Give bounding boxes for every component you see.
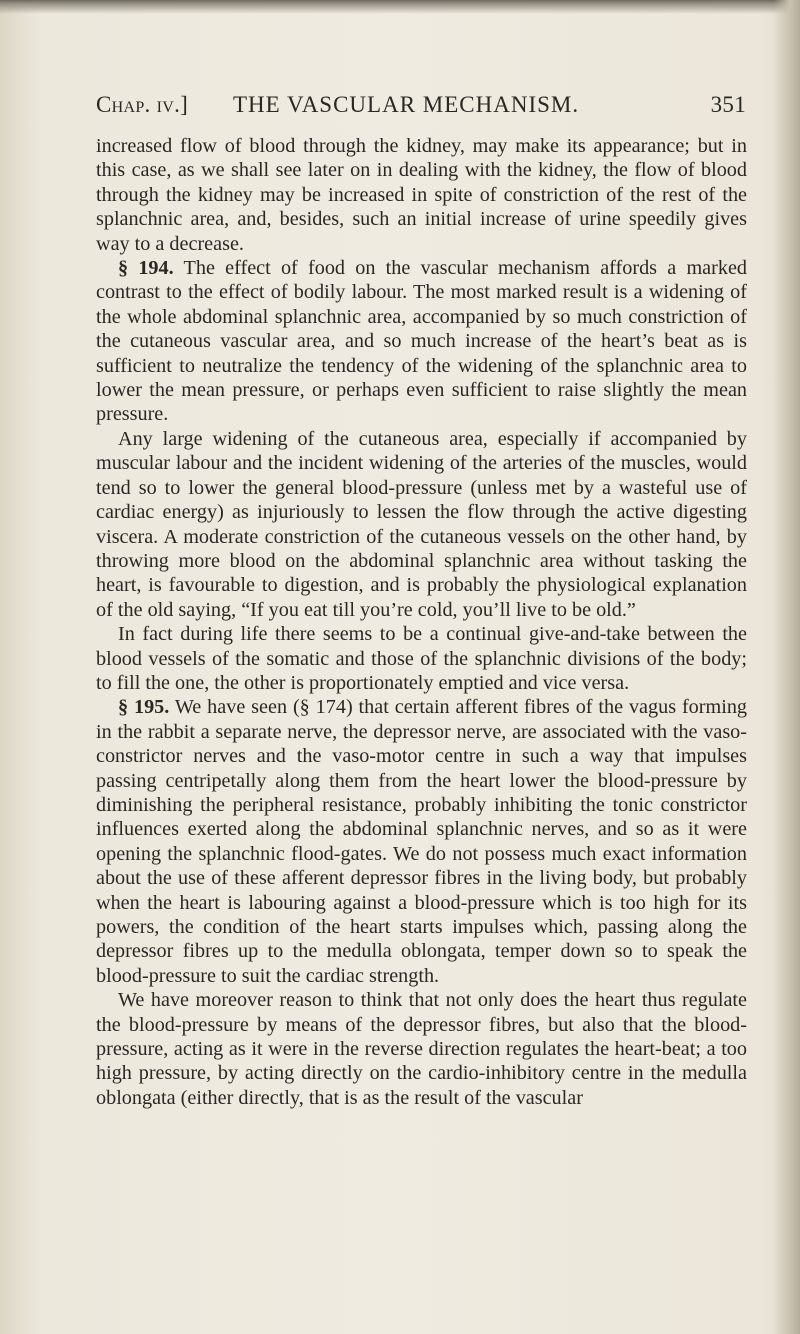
chapter-label: Chap. iv.] [96, 92, 189, 117]
paragraph [96, 622, 747, 695]
page-right-edge [774, 0, 800, 1334]
paragraph-section-194 [96, 256, 747, 427]
paragraph-text: In fact during life there seems to be a continual give-and-take between the blood vessels of the somatic and those of the splanchnic divisions of the body; to fill the one, the other is proportionately emptied and vice versa. [96, 623, 747, 694]
paragraph-text: Any large widening of the cutaneous area, especially if accompanied by muscular labour and the incident widening of the arteries of the muscles, would tend so to lower the general blood-pressure (unless met by a wasteful use of cardiac energy) as injuriously to lessen the flow through the active digesting viscera. A moderate constriction of the cutaneous vessels on the other hand, by throwing more blood on the abdominal splanchnic area without tasking the heart, is favourable to digestion, and is probably the physiological explanation of the old saying, “If you eat till you’re cold, you’ll live to be old.” [96, 427, 747, 621]
running-title: THE VASCULAR MECHANISM. [233, 92, 580, 117]
paragraph-text: increased flow of blood through the kidney, may make its appearance; but in this case, as we shall see later on in dealing with the kidney, the flow of blood through the kidney may be increased in spite of constriction of the rest of the splanchnic area, and, besides, such an initial increase of urine speedily gives way to a decrease. [96, 135, 747, 255]
paragraph [96, 427, 747, 622]
running-header [96, 92, 746, 122]
page-number: 351 [710, 92, 746, 117]
section-number: § 194. [118, 257, 174, 280]
body-text [96, 134, 747, 1110]
paragraph [96, 988, 747, 1110]
section-number: § 195. [118, 696, 170, 719]
paragraph-text: We have seen (§ 174) that certain afferent fibres of the vagus forming in the rabbit a separate nerve, the depressor nerve, are associated with the vaso-constrictor nerves and the vaso-motor centre in such a way that impulses passing centripetally along them from the heart lower the blood-pressure by diminishing the peripheral resistance, probably inhibiting the tonic constrictor influences exerted along the abdominal splanchnic nerves, and so as it were opening the splanchnic flood-gates. We do not possess much exact information about the use of these afferent depressor fibres in the living body, but probably when the heart is labouring against a blood-pressure which is too high for its powers, the condition of the heart starts impulses which, passing along the depressor fibres up to the medulla oblongata, temper down so to speak the blood-pressure to suit the cardiac strength. [96, 696, 748, 987]
paragraph-continuation [96, 134, 747, 256]
paragraph-text: We have moreover reason to think that not only does the heart thus regulate the blood-pressure by means of the depressor fibres, but also that the blood-pressure, acting as it were in the reverse direction regulates the heart-beat; a too high pressure, by acting directly on the cardio-inhibitory centre in the medulla oblongata (either directly, that is as the result of the vascular [96, 989, 747, 1109]
paragraph-section-195 [96, 695, 747, 988]
paragraph-text: The effect of food on the vascular mechanism affords a marked contrast to the effect of bodily labour. The most marked result is a widening of the whole abdominal splanchnic area, accompanied by so much constriction of the cutaneous vascular area, and so much increase of the heart’s beat as is sufficient to neutralize the tendency of the widening of the splanchnic area to lower the mean pressure, or perhaps even sufficient to raise slightly the mean pressure. [96, 257, 747, 426]
page-top-shadow [0, 0, 800, 14]
